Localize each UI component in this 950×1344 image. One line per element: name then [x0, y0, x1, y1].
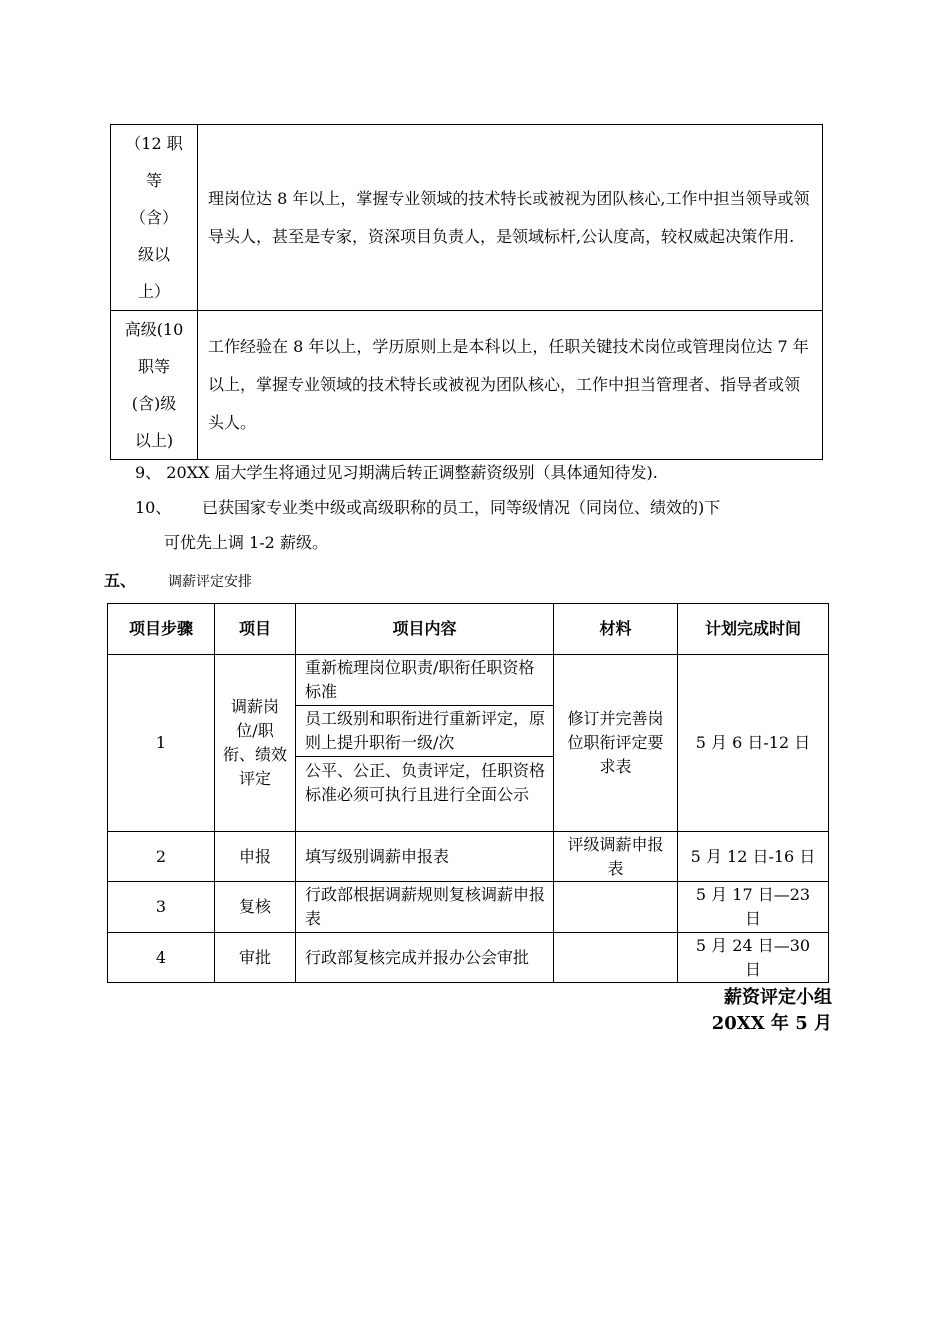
level-cell: 高级(10 职等 (含)级 以上) — [111, 311, 198, 460]
table-row — [111, 311, 823, 460]
time-cell: 5 月 6 日-12 日 — [678, 655, 829, 832]
signature-date: 20XX 年 5 月 — [711, 1013, 832, 1034]
table-row — [108, 933, 829, 983]
time-cell: 5 月 17 日—23 日 — [678, 882, 829, 933]
step-cell: 3 — [108, 882, 215, 933]
table-row — [111, 125, 823, 311]
schedule-table — [107, 603, 829, 983]
note-item-10-line2: 可优先上调 1-2 薪级。 — [164, 533, 328, 552]
item-cell: 调薪岗位/职衔、绩效评定 — [215, 655, 296, 832]
step-cell: 1 — [108, 655, 215, 832]
content-cell: 员工级别和职衔进行重新评定，原则上提升职衔一级/次 — [296, 706, 554, 757]
content-cell: 填写级别调薪申报表 — [296, 832, 554, 882]
item-cell: 申报 — [215, 832, 296, 882]
section-title: 调薪评定安排 — [168, 574, 252, 590]
table-header-row — [108, 604, 829, 655]
description-cell: 工作经验在 8 年以上，学历原则上是本科以上，任职关键技术岗位或管理岗位达 7 年以上，掌握专业领域的技术特长或被视为团队核心，工作中担当管理者、指导者或领头人。 — [198, 311, 823, 460]
material-cell: 修订并完善岗位职衔评定要求表 — [554, 655, 678, 832]
description-cell: 理岗位达 8 年以上，掌握专业领域的技术特长或被视为团队核心,工作中担当领导或领导头人，甚至是专家，资深项目负责人，是领域标杆,公认度高，较权威起决策作用. — [198, 125, 823, 311]
header-step: 项目步骤 — [108, 604, 215, 655]
table-row — [108, 655, 829, 706]
level-cell: （12 职 等 （含） 级以 上） — [111, 125, 198, 311]
step-cell: 2 — [108, 832, 215, 882]
material-cell — [554, 882, 678, 933]
note-item-9: 9、 20XX 届大学生将通过见习期满后转正调整薪资级别（具体通知待发). — [135, 463, 658, 482]
content-cell: 公平、公正、负责评定，任职资格标准必须可执行且进行全面公示 — [296, 757, 554, 832]
time-cell: 5 月 24 日—30 日 — [678, 933, 829, 983]
material-cell: 评级调薪申报表 — [554, 832, 678, 882]
header-item: 项目 — [215, 604, 296, 655]
content-cell: 行政部根据调薪规则复核调薪申报表 — [296, 882, 554, 933]
table-row — [108, 882, 829, 933]
note-item-10-line1: 已获国家专业类中级或高级职称的员工，同等级情况（同岗位、绩效的)下 — [202, 498, 721, 517]
table-row — [108, 832, 829, 882]
item-cell: 复核 — [215, 882, 296, 933]
header-time: 计划完成时间 — [678, 604, 829, 655]
note-item-10-number: 10、 — [135, 498, 172, 517]
header-material: 材料 — [554, 604, 678, 655]
step-cell: 4 — [108, 933, 215, 983]
content-cell: 行政部复核完成并报办公会审批 — [296, 933, 554, 983]
content-cell: 重新梳理岗位职责/职衔任职资格标准 — [296, 655, 554, 706]
time-cell: 5 月 12 日-16 日 — [678, 832, 829, 882]
item-cell: 审批 — [215, 933, 296, 983]
qualification-table — [110, 124, 823, 460]
material-cell — [554, 933, 678, 983]
section-number: 五、 — [104, 571, 137, 590]
header-content: 项目内容 — [296, 604, 554, 655]
signature-group: 薪资评定小组 — [724, 987, 832, 1008]
